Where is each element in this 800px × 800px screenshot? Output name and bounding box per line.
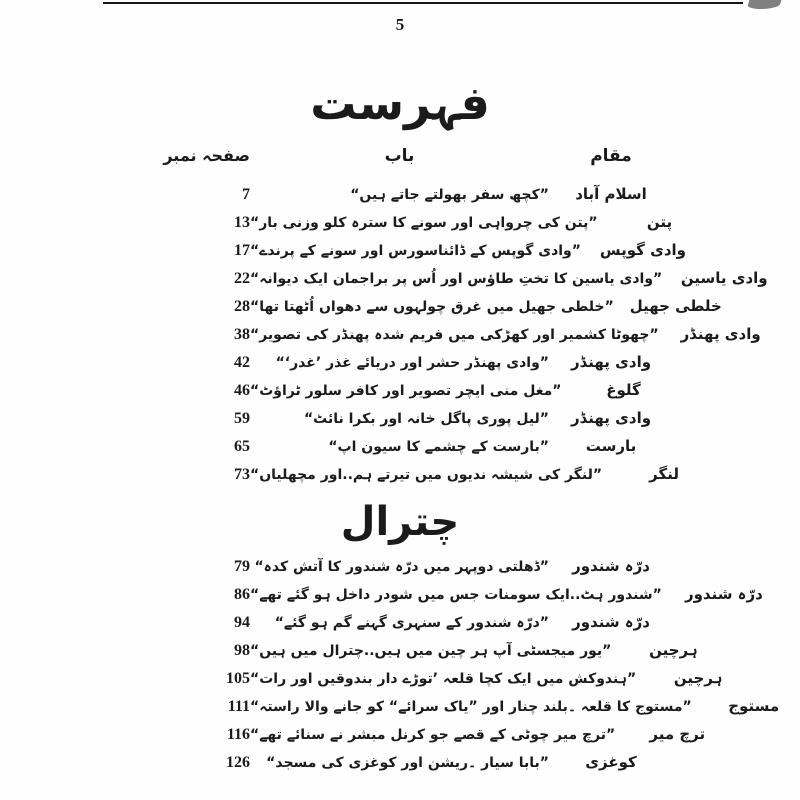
row-place-name: ترچ میر <box>649 724 706 743</box>
toc-header-row <box>135 146 665 176</box>
row-page-number: 94 <box>234 613 250 631</box>
row-place-name: درّہ شندور <box>684 584 763 603</box>
row-chapter-title: ”بارست کے چشمے کا سیون اپ“ <box>328 438 549 455</box>
section-rows <box>135 552 780 776</box>
toc-row <box>135 432 665 460</box>
row-chapter-title: ”لنگر کی شیشہ ندیوں میں تیرتے ہم..اور مچھلیاں“ <box>250 466 603 483</box>
toc-section <box>135 180 768 488</box>
row-chapter-title: ”چھوٹا کشمیر اور کھڑکی میں فریم شدہ پھنڈر کی تصویر“ <box>250 326 659 343</box>
row-place-name: بارست <box>585 436 637 455</box>
row-place-name: وادی پھنڈر <box>680 324 761 343</box>
row-place-name: وادی پھنڈر <box>570 408 652 427</box>
row-page-number: 73 <box>234 465 250 483</box>
row-chapter-title: ”خلطی جھیل میں غرق چولہوں سے دھواں اُٹھتا تھا“ <box>250 298 614 315</box>
row-place-name: وادی پھنڈر <box>570 352 652 371</box>
row-page-number: 38 <box>234 325 250 343</box>
row-chapter-title: ”کچھ سفر بھولتے جاتے ہیں“ <box>350 186 549 203</box>
row-page-number: 46 <box>234 381 250 399</box>
row-place-name: درّہ شندور <box>572 556 650 575</box>
row-page-number: 7 <box>242 185 250 203</box>
toc-row <box>135 664 723 692</box>
toc-row <box>135 608 665 636</box>
row-page-number: 111 <box>227 697 250 715</box>
row-page-number: 86 <box>234 585 250 603</box>
row-page-number: 98 <box>234 641 250 659</box>
column-header-page-number: صفحہ نمبر <box>163 145 250 165</box>
toc-sections <box>135 180 780 776</box>
row-chapter-title: ”مغل منی ایچر تصویر اور کافر سلور ٹراؤٹ“ <box>250 382 562 399</box>
row-place-name: گلوغ <box>606 380 641 399</box>
toc-row <box>135 404 665 432</box>
row-place-name: خلطی جھیل <box>629 296 722 315</box>
row-place-name: وادی گوپس <box>599 240 687 259</box>
row-chapter-title: ”وادی پھنڈر حشر اور دریائے غذر ’غدر‘“ <box>275 354 549 371</box>
row-page-number: 59 <box>234 409 250 427</box>
row-chapter-title: ”درّہ شندور کے سنہری گہنے گم ہو گئے“ <box>274 614 549 631</box>
row-chapter-title: ”مستوج کا قلعہ ۔بلند چنار اور ”یاک سرائے“ کو جانے والا راستہ“ <box>250 698 692 715</box>
toc-row <box>135 180 665 208</box>
toc-row <box>135 720 706 748</box>
row-page-number: 126 <box>226 753 250 771</box>
toc-row <box>135 636 698 664</box>
toc-row <box>135 552 665 580</box>
row-place-name: پتن <box>646 212 673 231</box>
row-chapter-title: ”ترچ میر چوٹی کے قصے جو کرنل مبشر نے سنائے تھے“ <box>250 726 616 743</box>
row-place-name: لنگر <box>649 464 679 483</box>
section-heading: چترال <box>340 498 460 545</box>
row-place-name: اسلام آباد <box>575 184 647 203</box>
section-rows <box>135 180 768 488</box>
row-chapter-title: ”ڈھلتی دوپہر میں درّہ شندور کا آتش کدہ“ <box>254 558 549 575</box>
scan-edge-line <box>103 2 743 4</box>
row-chapter-title: ”وادی یاسین کا تختِ طاؤس اور اُس پر براجمان ایک دیوانہ“ <box>250 270 663 287</box>
row-place-name: درّہ شندور <box>572 612 650 631</box>
row-page-number: 79 <box>234 557 250 575</box>
column-header-place: مقام <box>590 145 632 166</box>
column-header-chapter: باب <box>384 145 415 166</box>
row-place-name: وادی یاسین <box>680 268 768 287</box>
row-page-number: 42 <box>234 353 250 371</box>
row-page-number: 116 <box>226 725 250 743</box>
row-place-name: ہرچین <box>649 640 698 659</box>
row-page-number: 28 <box>234 297 250 315</box>
row-chapter-title: ”وادی گوپس کے ڈائناسورس اور سونے کے پرندے“ <box>250 242 581 259</box>
row-page-number: 22 <box>234 269 250 287</box>
row-chapter-title: ”ہندوکش میں ایک کچا قلعہ ’توڑے دار بندوقیں اور رات“ <box>250 670 637 687</box>
toc-row <box>135 348 665 376</box>
row-page-number: 65 <box>234 437 250 455</box>
row-chapter-title: ”لیل پوری پاگل خانہ اور بکرا نائٹ“ <box>303 410 549 427</box>
toc-row <box>135 748 665 776</box>
toc-row <box>135 208 673 236</box>
toc-row <box>135 264 768 292</box>
row-page-number: 17 <box>234 241 250 259</box>
toc-row <box>135 320 761 348</box>
row-chapter-title: ”شندور ہٹ..ایک سومنات جس میں شودر داخل ہو گئے تھے“ <box>250 586 662 603</box>
toc-row <box>135 460 679 488</box>
row-place-name: ہرچین <box>673 668 723 687</box>
row-place-name: مستوج <box>728 696 780 715</box>
toc-row <box>135 692 780 720</box>
toc-row <box>135 236 687 264</box>
row-place-name: کوغزی <box>585 752 637 771</box>
toc-row <box>135 376 665 404</box>
row-page-number: 105 <box>226 669 250 687</box>
toc-title: فہرست <box>310 76 490 130</box>
toc-row <box>135 292 722 320</box>
toc-table <box>135 145 780 776</box>
page-number: 5 <box>395 15 405 34</box>
toc-section <box>135 498 780 776</box>
row-chapter-title: ”پتن کی چرواہی اور سونے کا سترہ کلو وزنی بار“ <box>250 214 598 231</box>
row-chapter-title: ”بابا سیار ۔ریشن اور کوغزی کی مسجد“ <box>266 754 549 771</box>
row-page-number: 13 <box>234 213 250 231</box>
row-chapter-title: ”یور میجسٹی آپ ہر چین میں ہیں..چترال میں ہیں“ <box>250 642 612 659</box>
toc-row <box>135 580 763 608</box>
